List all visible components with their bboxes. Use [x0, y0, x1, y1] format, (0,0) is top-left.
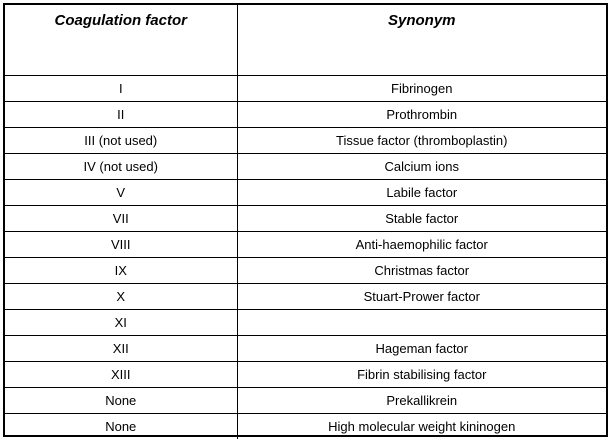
factor-cell: XII: [5, 336, 237, 362]
table-row: [5, 284, 606, 310]
factor-cell: V: [5, 180, 237, 206]
table-row: [5, 232, 606, 258]
table-row: [5, 76, 606, 102]
factor-cell: XI: [5, 310, 237, 336]
factor-cell: I: [5, 76, 237, 102]
coagulation-factor-table-container: [3, 3, 608, 437]
synonym-cell: Labile factor: [237, 180, 606, 206]
header-row: [5, 5, 606, 76]
table-row: [5, 154, 606, 180]
synonym-cell: Prekallikrein: [237, 388, 606, 414]
factor-cell: None: [5, 388, 237, 414]
synonym-cell: Hageman factor: [237, 336, 606, 362]
factor-cell: X: [5, 284, 237, 310]
synonym-cell: Stuart-Prower factor: [237, 284, 606, 310]
header-coagulation-factor: Coagulation factor: [5, 5, 237, 76]
synonym-cell: Christmas factor: [237, 258, 606, 284]
table-row: [5, 128, 606, 154]
factor-cell: IX: [5, 258, 237, 284]
table-row: [5, 388, 606, 414]
table-row: [5, 414, 606, 440]
table-row: [5, 258, 606, 284]
synonym-cell: Calcium ions: [237, 154, 606, 180]
factor-cell: XIII: [5, 362, 237, 388]
synonym-cell: Fibrinogen: [237, 76, 606, 102]
table-row: [5, 336, 606, 362]
synonym-cell: Stable factor: [237, 206, 606, 232]
factor-cell: III (not used): [5, 128, 237, 154]
header-synonym: Synonym: [237, 5, 606, 76]
factor-cell: VIII: [5, 232, 237, 258]
synonym-cell: Prothrombin: [237, 102, 606, 128]
factor-cell: IV (not used): [5, 154, 237, 180]
factor-cell: None: [5, 414, 237, 440]
synonym-cell: High molecular weight kininogen: [237, 414, 606, 440]
table-body: [5, 76, 606, 440]
table-row: [5, 362, 606, 388]
synonym-cell: [237, 310, 606, 336]
table-row: [5, 102, 606, 128]
factor-cell: II: [5, 102, 237, 128]
synonym-cell: Tissue factor (thromboplastin): [237, 128, 606, 154]
table-row: [5, 180, 606, 206]
table-row: [5, 206, 606, 232]
synonym-cell: Anti-haemophilic factor: [237, 232, 606, 258]
table-row: [5, 310, 606, 336]
synonym-cell: Fibrin stabilising factor: [237, 362, 606, 388]
coagulation-factor-table: [5, 5, 606, 439]
factor-cell: VII: [5, 206, 237, 232]
